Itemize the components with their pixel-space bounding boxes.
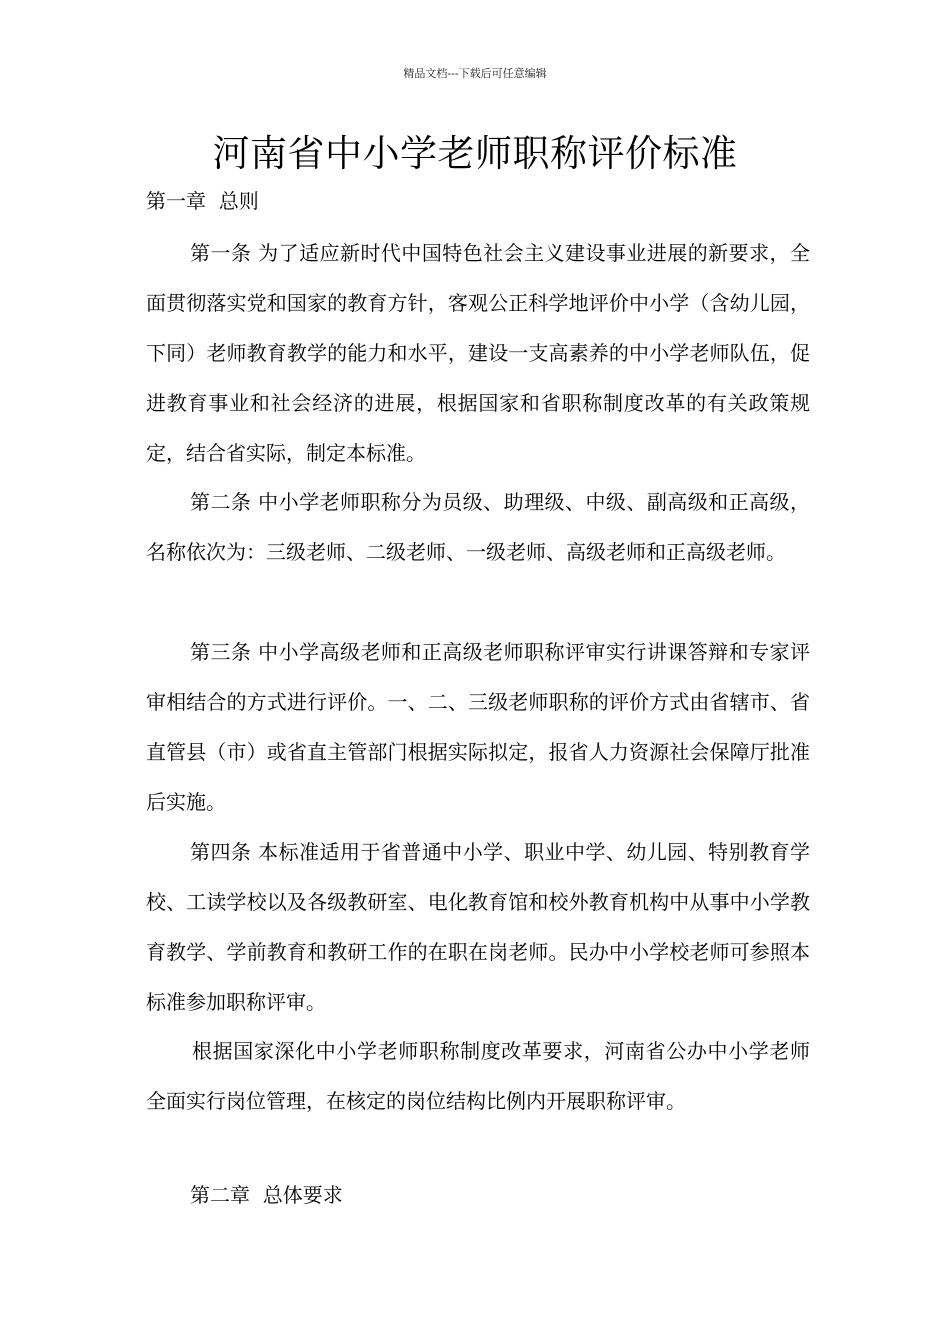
article-paragraph-5: 根据国家深化中小学老师职称制度改革要求，河南省公办中小学老师全面实行岗位管理，在核定的岗位结构比例内开展职称评审。 bbox=[146, 1039, 810, 1113]
article-paragraph-4: 第四条 本标准适用于省普通中小学、职业中学、幼儿园、特别教育学校、工读学校以及各级教研室、电化教育馆和校外教育机构中从事中小学教育教学、学前教育和教研工作的在职在岗老师。民办中小学校老师可参照本标准参加职称评审。 bbox=[146, 840, 810, 1014]
chapter-heading-2: 第二章 总体要求 bbox=[190, 1183, 343, 1207]
article-paragraph-2: 第二条 中小学老师职称分为员级、助理级、中级、副高级和正高级，名称依次为：三级老师、二级老师、一级老师、高级老师和正高级老师。 bbox=[146, 490, 810, 564]
document-title: 河南省中小学老师职称评价标准 bbox=[212, 132, 738, 175]
header-note: 精品文档---下载后可任意编辑 bbox=[403, 67, 547, 80]
chapter-heading-1: 第一章 总则 bbox=[146, 189, 259, 213]
article-paragraph-1: 第一条 为了适应新时代中国特色社会主义建设事业进展的新要求，全面贯彻落实党和国家的教育方针，客观公正科学地评价中小学（含幼儿园，下同）老师教育教学的能力和水平，建设一支高素养的中小学老师队伍，促进教育事业和社会经济的进展，根据国家和省职称制度改革的有关政策规定，结合省实际，制定本标准。 bbox=[146, 241, 810, 465]
article-paragraph-3: 第三条 中小学高级老师和正高级老师职称评审实行讲课答辩和专家评审相结合的方式进行评价。一、二、三级老师职称的评价方式由省辖市、省直管县（市）或省直主管部门根据实际拟定，报省人力资源社会保障厅批准后实施。 bbox=[146, 640, 810, 814]
